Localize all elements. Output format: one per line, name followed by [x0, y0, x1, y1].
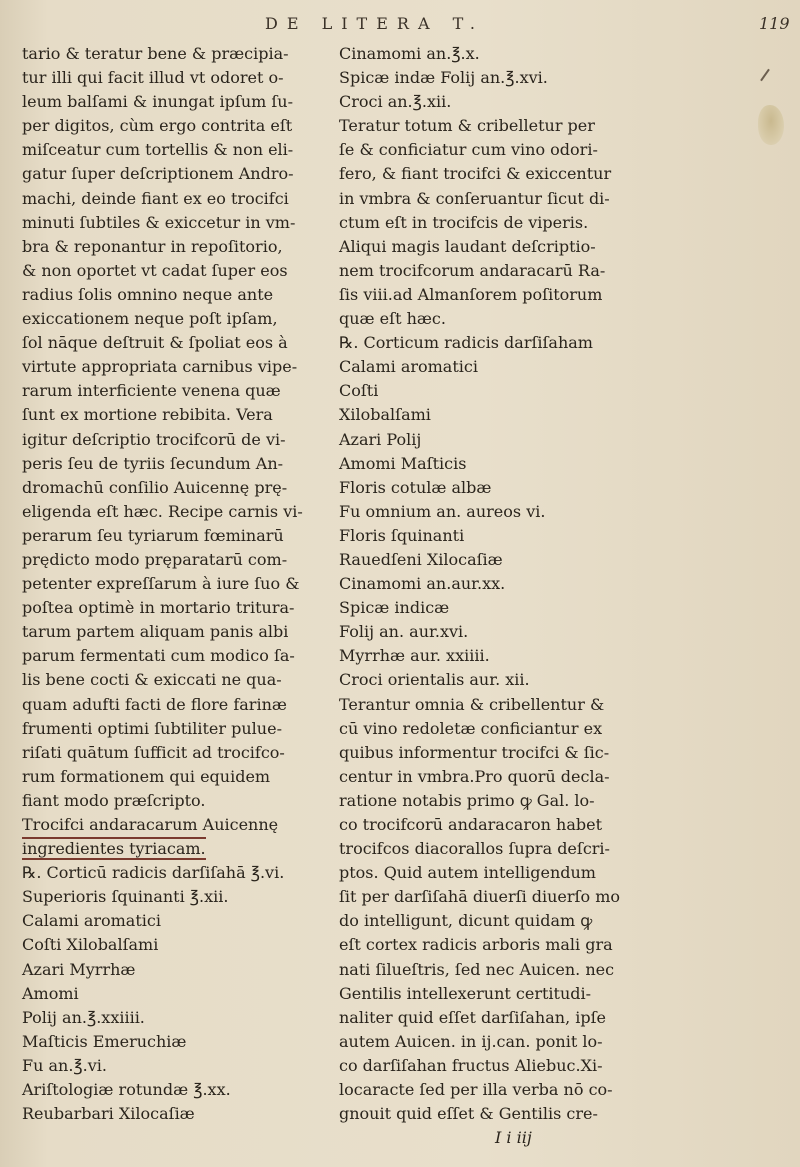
left-column-line: poſtea optimè in mortario tritura- — [22, 598, 295, 618]
left-column-line: exiccationem neque poſt ipſam, — [22, 309, 278, 329]
left-column-line: Maſticis Emeruchiæ — [22, 1031, 187, 1051]
right-column-line: ſe & conficiatur cum vino odori- — [339, 140, 598, 160]
left-column-line: ℞. Corticū radicis darſiſahā ℥.vi. — [22, 863, 285, 883]
left-column-line: rarum interficiente venena quæ — [22, 381, 281, 401]
right-column-line: Amomi Maſticis — [339, 453, 467, 473]
right-column-line: Teratur totum & cribelletur per — [339, 116, 595, 136]
recipe-heading: ingredientes tyriacam. — [22, 839, 206, 859]
running-title: DE LITERA T. — [265, 14, 484, 33]
left-column-line: ſol nāque deſtruit & ſpoliat eos à — [22, 333, 288, 353]
left-column-line: igitur deſcriptio trocifcorū de vi- — [22, 429, 286, 449]
right-column-line: Gentilis intellexerunt certitudi- — [339, 983, 592, 1003]
ink-stain — [758, 105, 784, 145]
left-column-line: Amomi — [22, 983, 79, 1003]
signature-text: I i iij — [495, 1128, 532, 1148]
right-column-line: do intelligunt, dicunt quidam ꝙ — [339, 911, 593, 931]
right-column-line: Aliqui magis laudant deſcriptio- — [339, 236, 596, 256]
left-column-line: eligenda eſt hæc. Recipe carnis vi- — [22, 501, 303, 521]
right-column-line: Croci orientalis aur. xii. — [339, 670, 530, 690]
left-column-line: Reubarbari Xilocaſiæ — [22, 1104, 195, 1124]
right-column-line: ℞. Corticum radicis darſiſaham — [339, 333, 593, 353]
right-column-line: nati ſilueſtris, ſed nec Auicen. nec — [339, 959, 615, 979]
left-column-line: tur illi qui facit illud vt odoret o- — [22, 68, 284, 88]
left-column-line: minuti ſubtiles & exiccetur in vm- — [22, 212, 296, 232]
right-column-line: Spicæ indicæ — [339, 598, 450, 618]
right-column-line: ctum eſt in trocifcis de viperis. — [339, 212, 589, 232]
right-column-line: Floris ſquinanti — [339, 525, 465, 545]
right-column-line: Floris cotulæ albæ — [339, 477, 492, 497]
right-column-line: eſt cortex radicis arboris mali gra — [339, 935, 613, 955]
right-column-line: Terantur omnia & cribellentur & — [339, 694, 605, 714]
left-column-line: & non oportet vt cadat ſuper eos — [22, 260, 288, 280]
right-column-line: Cinamomi an.aur.xx. — [339, 574, 506, 594]
left-column — [22, 42, 334, 1126]
left-column-line: Azari Myrrhæ — [22, 959, 136, 979]
folio-number: 119 — [759, 14, 790, 33]
right-column-line: Azari Polij — [339, 429, 422, 449]
right-column-line: locaracte ſed per illa verba nō co- — [339, 1080, 613, 1100]
right-column-line: Calami aromatici — [339, 357, 478, 377]
left-column-line: prędicto modo pręparatarū com- — [22, 549, 288, 569]
right-column — [339, 42, 669, 1150]
left-column-line: ſunt ex mortione rebibita. Vera — [22, 405, 273, 425]
right-column-line: Coſti — [339, 381, 379, 401]
left-column-line: parum fermentati cum modico ſa- — [22, 646, 295, 666]
left-column-line: riſati quātum ſufficit ad trocifco- — [22, 742, 285, 762]
right-column-line: in vmbra & conſeruantur ſicut di- — [339, 188, 610, 208]
left-column-line: Calami aromatici — [22, 911, 161, 931]
left-column-line: frumenti optimi ſubtiliter pulue- — [22, 718, 282, 738]
left-column-line: Trocifci andaracarum Auicennę — [22, 815, 279, 834]
left-column-line: Polij an.℥.xxiiii. — [22, 1007, 145, 1027]
right-column-line: centur in vmbra.Pro quorū decla- — [339, 766, 610, 786]
left-column-line: rum formationem qui equidem — [22, 766, 271, 786]
right-column-line: Folij an. aur.xvi. — [339, 622, 469, 642]
left-column-line: dromachū conſilio Auicennę prę- — [22, 477, 288, 497]
left-column-line: gatur ſuper deſcriptionem Andro- — [22, 164, 294, 184]
left-column-line: Coſti Xilobalſami — [22, 935, 159, 955]
left-column-line: tario & teratur bene & præcipia- — [22, 44, 289, 63]
left-column-line: quam adufti facti de flore farinæ — [22, 694, 287, 714]
left-column-line: Superioris ſquinanti ℥.xii. — [22, 887, 229, 907]
right-column-line: quæ eſt hæc. — [339, 309, 446, 329]
right-column-line: naliter quid eſſet darſiſahan, ipſe — [339, 1007, 606, 1027]
right-column-line: cū vino redoletæ conficiantur ex — [339, 718, 603, 738]
right-column-line: co darſiſahan fructus Aliebuc.Xi- — [339, 1055, 603, 1075]
right-column-line: ſit per darſiſahā diuerſi diuerſo mo — [339, 887, 620, 907]
right-column-line: Fu omnium an. aureos vi. — [339, 501, 546, 521]
left-column-line: virtute appropriata carnibus vipe- — [22, 357, 298, 377]
right-column-line: trocifcos diacorallos ſupra deſcri- — [339, 839, 610, 859]
right-column-line: quibus informentur trocifci & ſic- — [339, 742, 610, 762]
left-column-line: lis bene cocti & exiccati ne qua- — [22, 670, 282, 690]
left-column-line: perarum ſeu tyriarum fœminarū — [22, 525, 284, 545]
right-column-line: nem trocifcorum andaracarū Ra- — [339, 260, 606, 280]
left-column-line: Fu an.℥.vi. — [22, 1055, 107, 1075]
left-column-line: peris ſeu de tyriis ſecundum An- — [22, 453, 284, 473]
left-column-line: bra & reponantur in repoſitorio, — [22, 236, 283, 256]
right-column-line: gnouit quid eſſet & Gentilis cre- — [339, 1104, 598, 1124]
left-column-line — [22, 837, 334, 861]
left-column-line: leum balſami & inungat ipſum ſu- — [22, 92, 294, 112]
margin-mark — [760, 69, 770, 82]
right-column-line: fero, & fiant trocifci & exiccentur — [339, 164, 612, 184]
right-column-line: Cinamomi an.℥.x. — [339, 44, 480, 63]
right-column-line: Spicæ indæ Folij an.℥.xvi. — [339, 68, 548, 88]
left-column-line: machi, deinde fiant ex eo trocifci — [22, 188, 289, 208]
left-column-line: miſceatur cum tortellis & non eli- — [22, 140, 294, 160]
right-column-line: Myrrhæ aur. xxiiii. — [339, 646, 490, 666]
right-column-line: ratione notabis primo ꝙ Gal. lo- — [339, 790, 595, 810]
right-column-line: ſis viii.ad Almanſorem poſitorum — [339, 284, 603, 304]
right-column-line: Croci an.℥.xii. — [339, 92, 452, 112]
left-column-line: radius ſolis omnino neque ante — [22, 284, 274, 304]
left-column-line: fiant modo præſcripto. — [22, 790, 206, 810]
signature-mark — [339, 1126, 669, 1150]
right-column-line: autem Auicen. in ij.can. ponit lo- — [339, 1031, 603, 1051]
left-column-line: petenter expreſſarum à iure ſuo & — [22, 574, 300, 594]
left-column-line: Ariſtologiæ rotundæ ℥.xx. — [22, 1080, 231, 1100]
right-column-line: Xilobalſami — [339, 405, 431, 425]
left-column-line: tarum partem aliquam panis albi — [22, 622, 289, 642]
right-column-line: co trocifcorū andaracaron habet — [339, 815, 602, 834]
right-column-line: Rauedſeni Xilocaſiæ — [339, 549, 503, 569]
left-column-line: per digitos, cùm ergo contrita eſt — [22, 116, 293, 136]
running-head — [0, 8, 800, 34]
right-column-line: ptos. Quid autem intelligendum — [339, 863, 596, 883]
